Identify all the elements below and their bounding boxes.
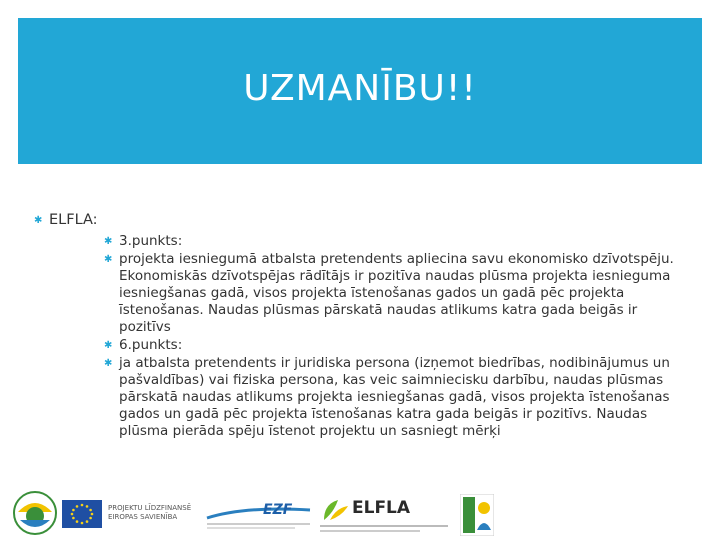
bullet-text: ELFLA: xyxy=(49,212,98,228)
slide-title: UZMANĪBU!! xyxy=(243,68,477,109)
ezf-logo xyxy=(205,500,315,532)
eu-text-line1: PROJEKTU LĪDZFINANSĒ xyxy=(108,504,192,512)
leader-round-logo xyxy=(12,490,58,536)
bullet-level2 xyxy=(104,233,679,250)
header-band xyxy=(18,18,702,164)
slide-content xyxy=(34,212,684,441)
ezf-label: EZF xyxy=(263,502,293,518)
logo-strip xyxy=(0,490,720,540)
bullet-level1 xyxy=(34,212,684,229)
bullet-icon: ✱ xyxy=(104,340,113,351)
elfla-logo xyxy=(320,496,450,536)
bullet-icon: ✱ xyxy=(104,358,113,369)
bullet-text: projekta iesniegumā atbalsta pretendents apliecina savu ekonomisko dzīvotspēju. Ekonomiskās dzīvotspējas rādītājs ir pozitīva naudas plūsma projekta iesnieguma iesniegšanas gadā, visos projekta īstenošanas gados un gadā pēc projekta īstenošanas. Naudas plūsmas pārskatā naudas atlikums katra gada beigās ir pozitīvs xyxy=(119,251,674,335)
bullet-text: ja atbalsta pretendents ir juridiska persona (izņemot biedrības, nodibinājumus un pašvaldības) vai fiziska persona, kas veic saimniecisku darbību, naudas plūsmas pārskatā naudas atlikums projekta iesniegšanas gadā, visos projekta īstenošanas gados un gadā pēc projekta īstenošanas katra gada beigās ir pozitīvs. Naudas plūsma pierāda spēju īstenot projektu un sasniegt mērķi xyxy=(119,355,670,439)
bullet-level2 xyxy=(104,251,679,336)
bullet-icon: ✱ xyxy=(34,215,43,226)
bullet-text: 6.punkts: xyxy=(119,337,183,353)
elfla-leaf-icon xyxy=(320,498,350,522)
elfla-label: ELFLA xyxy=(352,498,411,518)
bullet-level2 xyxy=(104,337,679,354)
bullet-level2 xyxy=(104,355,679,440)
bullet-icon: ✱ xyxy=(104,236,113,247)
ezf-swoosh-icon xyxy=(205,500,315,532)
eu-text-line2: EIROPAS SAVIENĪBA xyxy=(108,513,178,521)
eu-flag-logo xyxy=(62,500,102,528)
leader-vertical-logo xyxy=(460,494,494,536)
bullet-text: 3.punkts: xyxy=(119,233,183,249)
elfla-subtext-lines xyxy=(320,524,450,534)
eu-text-logo xyxy=(108,504,191,522)
bullet-icon: ✱ xyxy=(104,254,113,265)
